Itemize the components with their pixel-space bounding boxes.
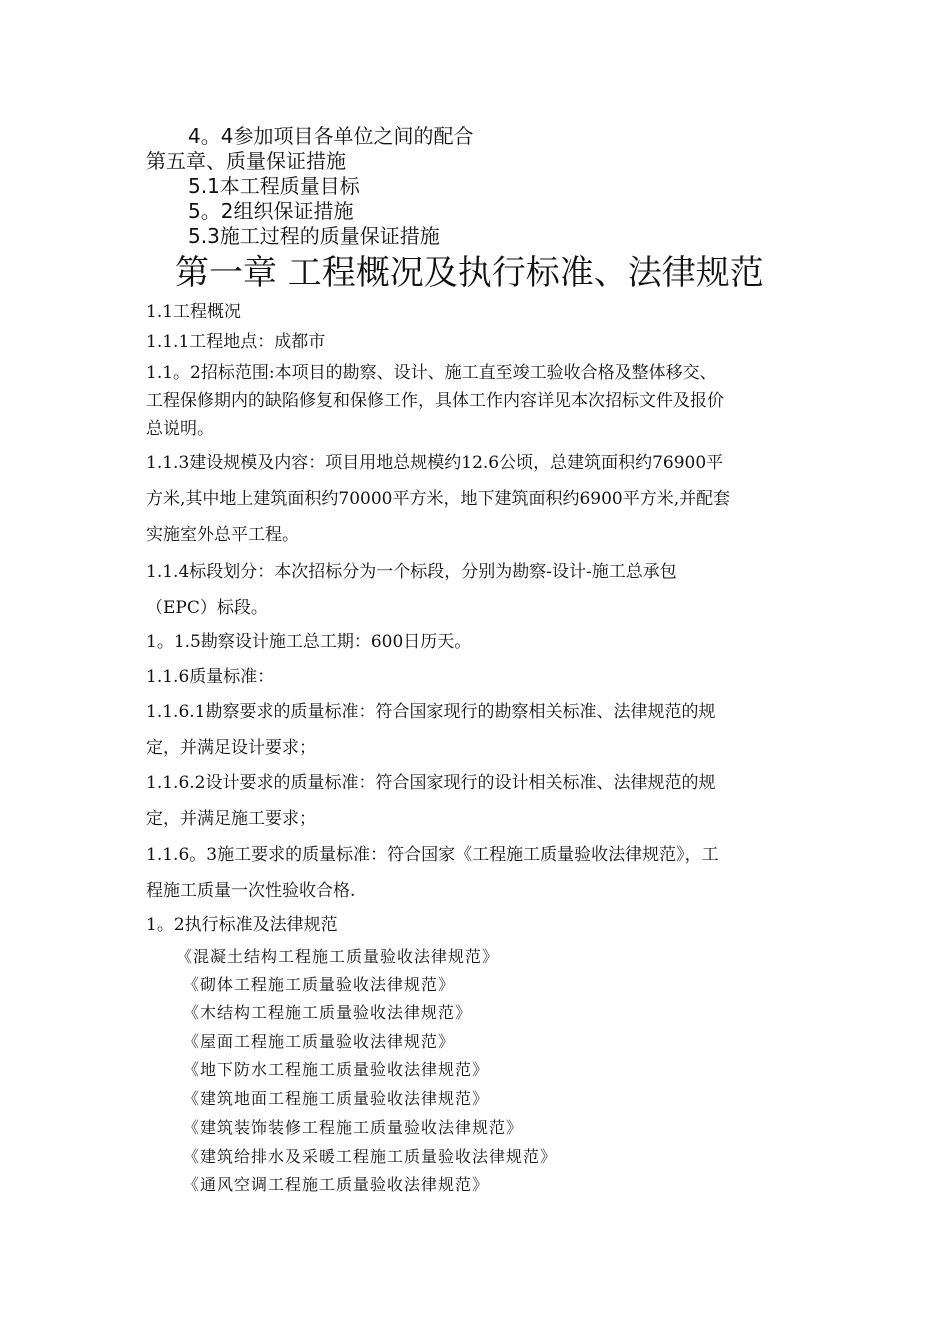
body-line: 1.1。2招标范围:本项目的勘察、设计、施工直至竣工验收合格及整体移交、	[146, 363, 717, 383]
toc-item: 第五章、质量保证措施	[146, 149, 346, 173]
body-line: 1.1.1工程地点：成都市	[146, 332, 326, 352]
body-line: 1.1.6。3施工要求的质量标准：符合国家《工程施工质量验收法律规范》，工	[146, 845, 719, 865]
body-line: 1.1.4标段划分：本次招标分为一个标段，分别为勘察-设计-施工总承包	[146, 562, 677, 582]
toc-item: 5。2组织保证措施	[188, 199, 354, 223]
standard-item: 《混凝土结构工程施工质量验收法律规范》	[176, 947, 500, 966]
standard-item: 《木结构工程施工质量验收法律规范》	[183, 1003, 473, 1022]
body-line: 定，并满足施工要求；	[146, 809, 316, 829]
body-line: 程施工质量一次性验收合格.	[146, 881, 356, 901]
body-line: 1。2执行标准及法律规范	[146, 915, 338, 935]
body-line: 方米,其中地上建筑面积约70000平方米，地下建筑面积约6900平方米,并配套	[146, 489, 731, 509]
body-line: 1.1.3建设规模及内容：项目用地总规模约12.6公顷，总建筑面积约76900平	[146, 453, 724, 473]
standard-item: 《通风空调工程施工质量验收法律规范》	[183, 1175, 490, 1194]
standard-item: 《砌体工程施工质量验收法律规范》	[183, 975, 456, 994]
body-line: 总说明。	[146, 419, 214, 439]
body-line: 1.1工程概况	[146, 302, 242, 322]
standard-item: 《建筑地面工程施工质量验收法律规范》	[183, 1089, 490, 1108]
body-line: 1.1.6.2设计要求的质量标准：符合国家现行的设计相关标准、法律规范的规	[146, 773, 716, 793]
toc-item: 5.3施工过程的质量保证措施	[188, 224, 440, 248]
body-line: 1.1.6.1勘察要求的质量标准：符合国家现行的勘察相关标准、法律规范的规	[146, 702, 716, 722]
standard-item: 《地下防水工程施工质量验收法律规范》	[183, 1060, 490, 1079]
standard-item: 《屋面工程施工质量验收法律规范》	[183, 1032, 456, 1051]
body-line: 工程保修期内的缺陷修复和保修工作，具体工作内容详见本次招标文件及报价	[146, 391, 724, 411]
body-line: （EPC）标段。	[146, 598, 268, 618]
standard-item: 《建筑给排水及采暖工程施工质量验收法律规范》	[183, 1147, 558, 1166]
standard-item: 《建筑装饰装修工程施工质量验收法律规范》	[183, 1118, 524, 1137]
toc-item: 4。4参加项目各单位之间的配合	[188, 124, 474, 148]
body-line: 定，并满足设计要求；	[146, 738, 316, 758]
body-line: 实施室外总平工程。	[146, 525, 299, 545]
body-line: 1。1.5勘察设计施工总工期：600日历天。	[146, 632, 472, 652]
body-line: 1.1.6质量标准：	[146, 667, 275, 687]
chapter-title: 第一章 工程概况及执行标准、法律规范	[175, 253, 764, 293]
toc-item: 5.1本工程质量目标	[188, 174, 360, 198]
